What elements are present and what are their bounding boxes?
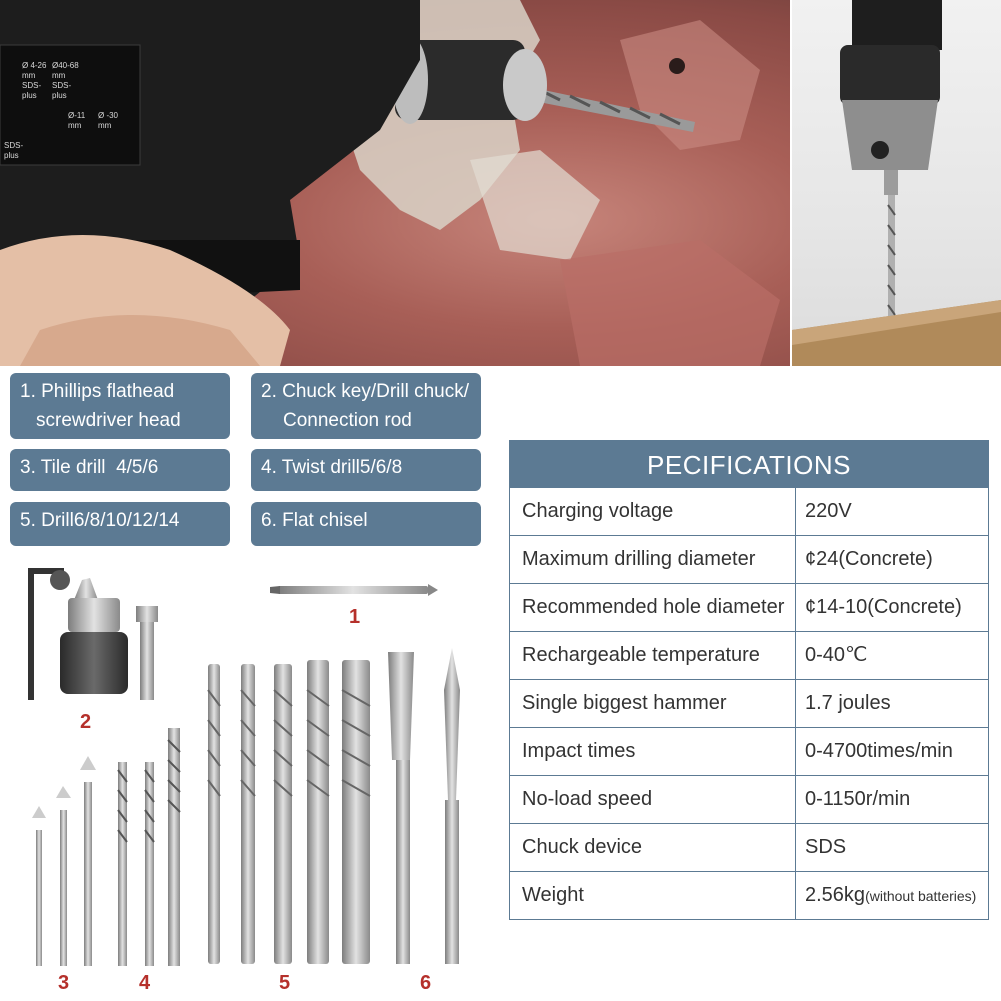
spec-value: SDS: [805, 836, 847, 858]
product-photo-drilling-wall: [0, 0, 790, 366]
spec-label: Rechargeable temperature: [510, 632, 796, 679]
tag-item-1: [10, 373, 230, 439]
tag-item-2: [251, 373, 481, 439]
item-number-2: 2: [80, 711, 92, 733]
item-number-4: 4: [139, 972, 151, 994]
tag-item-2-line1: 2. Chuck key/Drill chuck/: [261, 381, 470, 402]
svg-text:Ø40-68: Ø40-68: [52, 61, 79, 70]
tag-item-4-line1: 4. Twist drill5/6/8: [261, 457, 403, 478]
item-number-1: 1: [349, 606, 361, 628]
svg-text:mm: mm: [22, 71, 36, 80]
drilling-wall-illustration: [0, 0, 790, 366]
tag-item-3: [10, 449, 230, 491]
spec-value: 220V: [805, 500, 852, 522]
tag-item-1-line1: 1. Phillips flathead: [20, 381, 175, 402]
spec-label: Weight: [510, 872, 796, 919]
spec-row: [509, 584, 989, 632]
spec-row: [509, 824, 989, 872]
svg-text:Ø-11: Ø-11: [68, 111, 86, 120]
item-number-5: 5: [279, 972, 291, 994]
svg-text:mm: mm: [52, 71, 66, 80]
svg-text:plus: plus: [22, 91, 37, 100]
connection-rod-icon: [136, 606, 158, 700]
svg-text:SDS-: SDS-: [52, 81, 72, 90]
spec-row: [509, 776, 989, 824]
spec-label: Impact times: [510, 728, 796, 775]
chuck-key-icon: [28, 568, 70, 700]
specifications-title: PECIFICATIONS: [509, 440, 989, 488]
spec-row: [509, 680, 989, 728]
spec-value-weight: 2.56kg: [805, 884, 866, 906]
twist-drill-icon: [118, 728, 180, 966]
spec-label: Single biggest hammer: [510, 680, 796, 727]
item-number-3: 3: [58, 972, 70, 994]
spec-value: 0-4700times/min: [805, 740, 953, 762]
screwdriver-bit-icon: [270, 584, 438, 596]
tile-drill-icon: [32, 756, 96, 966]
sds-drill-icon: [208, 660, 370, 964]
point-chisel-icon: [444, 648, 460, 964]
tag-item-1-line2: screwdriver head: [36, 410, 181, 431]
tag-item-4: [251, 449, 481, 491]
spec-label: Maximum drilling diameter: [510, 536, 796, 583]
spec-value: ¢14-10(Concrete): [805, 596, 962, 618]
spec-label: Charging voltage: [510, 488, 796, 535]
svg-text:mm: mm: [68, 121, 82, 130]
spec-label: Recommended hole diameter: [510, 584, 796, 631]
tag-item-6-line1: 6. Flat chisel: [261, 510, 368, 531]
flat-chisel-icon: [388, 652, 414, 964]
spec-row: [509, 488, 989, 536]
spec-value: [796, 872, 988, 919]
spec-value-note: (without batteries): [865, 888, 977, 904]
svg-text:mm: mm: [98, 121, 112, 130]
svg-text:Ø -30: Ø -30: [98, 111, 119, 120]
tag-item-2-line2: Connection rod: [283, 410, 412, 431]
product-photo-drilling-wood: [792, 0, 1001, 366]
specifications-table: [509, 440, 989, 920]
svg-text:plus: plus: [4, 151, 19, 160]
tag-item-3-line1: 3. Tile drill 4/5/6: [20, 457, 159, 478]
drill-chuck-icon: [60, 578, 128, 694]
tag-item-5-line1: 5. Drill6/8/10/12/14: [20, 510, 180, 531]
svg-text:Ø 4-26: Ø 4-26: [22, 61, 47, 70]
tag-item-6: [251, 502, 481, 546]
spec-value: 0-1150r/min: [805, 788, 911, 810]
svg-text:plus: plus: [52, 91, 67, 100]
drilling-wood-illustration: [792, 0, 1001, 366]
spec-row: [509, 728, 989, 776]
spec-label: Chuck device: [510, 824, 796, 871]
item-number-6: 6: [420, 972, 432, 994]
spec-label: No-load speed: [510, 776, 796, 823]
spec-value: 0-40℃: [805, 644, 868, 666]
tag-item-5: [10, 502, 230, 546]
svg-text:SDS-: SDS-: [4, 141, 24, 150]
spec-value: ¢24(Concrete): [805, 548, 933, 570]
spec-row: [509, 872, 989, 920]
svg-text:SDS-: SDS-: [22, 81, 42, 90]
spec-row: [509, 536, 989, 584]
spec-row: [509, 632, 989, 680]
spec-value: 1.7 joules: [805, 692, 891, 714]
